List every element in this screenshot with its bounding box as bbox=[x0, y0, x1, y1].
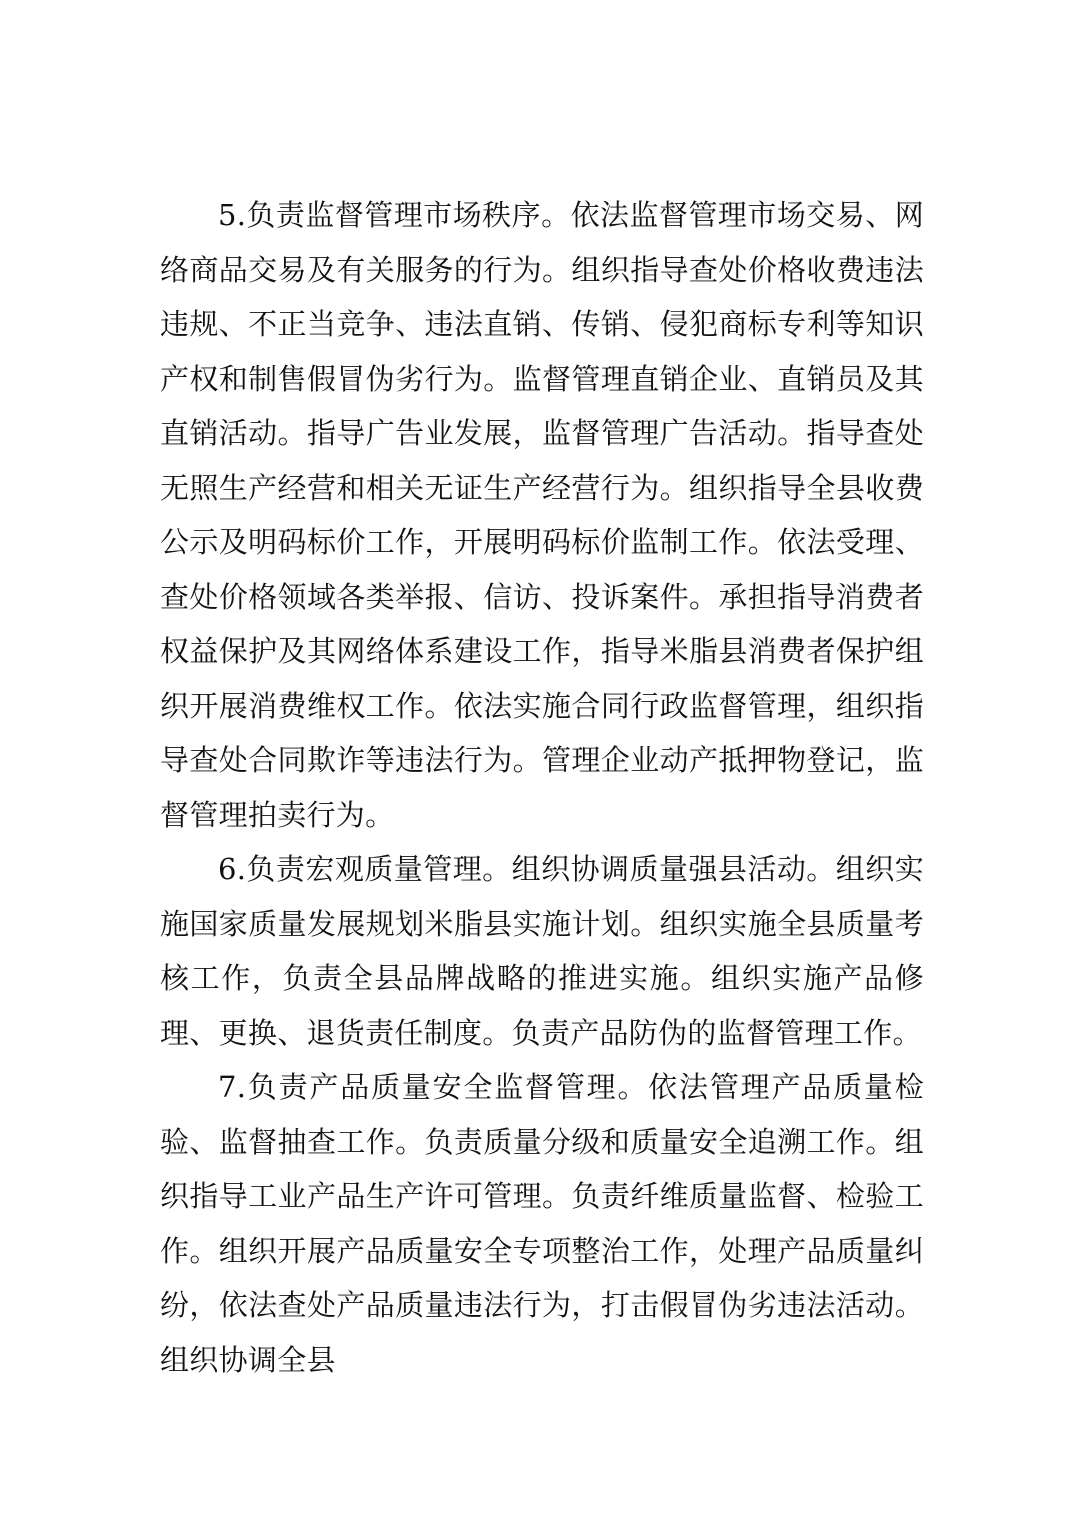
paragraph-macro-quality: 6.负责宏观质量管理。组织协调质量强县活动。组织实施国家质量发展规划米脂县实施计划。组织实施全县质量考核工作，负责全县品牌战略的推进实施。组织实施产品修理、更换、退货责任制度。负责产品防伪的监督管理工作。 bbox=[160, 852, 924, 1050]
paragraph-market-order: 5.负责监督管理市场秩序。依法监督管理市场交易、网络商品交易及有关服务的行为。组织指导查处价格收费违法违规、不正当竞争、违法直销、传销、侵犯商标专利等知识产权和制售假冒伪劣行为。监督管理直销企业、直销员及其直销活动。指导广告业发展，监督管理广告活动。指导查处无照生产经营和相关无证生产经营行为。组织指导全县收费公示及明码标价工作，开展明码标价监制工作。依法受理、查处价格领域各类举报、信访、投诉案件。承担指导消费者权益保护及其网络体系建设工作，指导米脂县消费者保护组织开展消费维权工作。依法实施合同行政监督管理，组织指导查处合同欺诈等违法行为。管理企业动产抵押物登记，监督管理拍卖行为。 bbox=[160, 198, 924, 832]
paragraph-product-quality: 7.负责产品质量安全监督管理。依法管理产品质量检验、监督抽查工作。负责质量分级和质量安全追溯工作。组织指导工业产品生产许可管理。负责纤维质量监督、检验工作。组织开展产品质量安全专项整治工作，处理产品质量纠纷，依法查处产品质量违法行为，打击假冒伪劣违法活动。组织协调全县 bbox=[160, 1070, 924, 1377]
body-text bbox=[160, 188, 924, 1387]
